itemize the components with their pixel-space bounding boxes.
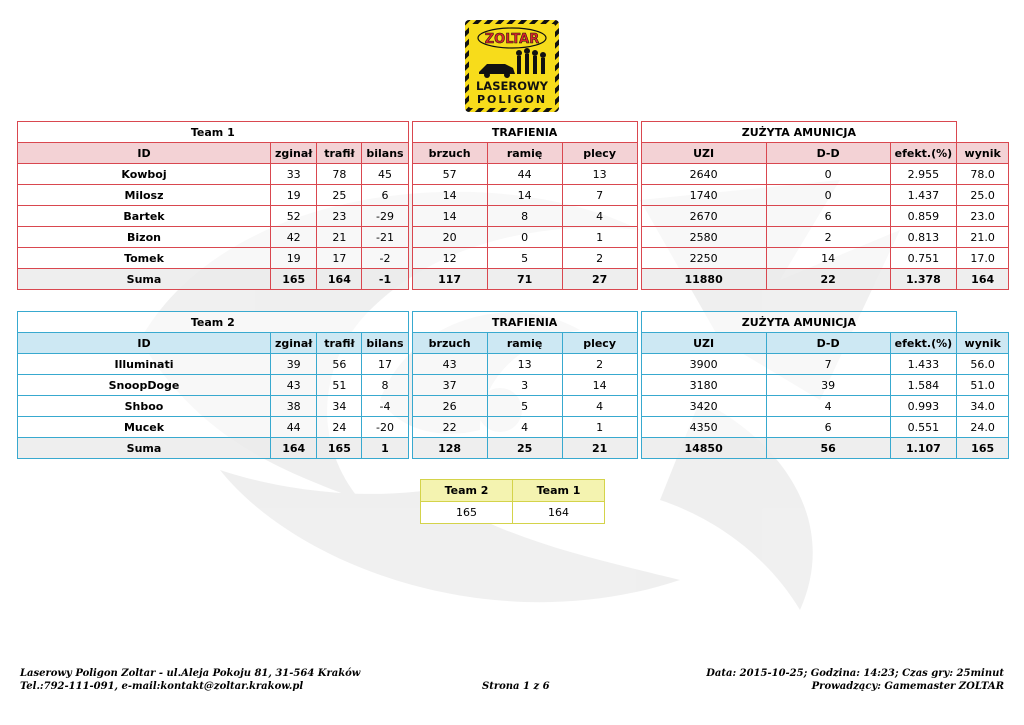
cell: 5 bbox=[487, 248, 562, 269]
cell: -29 bbox=[362, 206, 408, 227]
cell: 3420 bbox=[641, 396, 766, 417]
cell: 0.993 bbox=[890, 396, 957, 417]
cell: 0.751 bbox=[890, 248, 957, 269]
col-back: plecy bbox=[562, 333, 637, 354]
cell: 34 bbox=[317, 396, 362, 417]
cell: 1 bbox=[562, 417, 637, 438]
cell: 34.0 bbox=[957, 396, 1009, 417]
cell: 3180 bbox=[641, 375, 766, 396]
table-row bbox=[18, 185, 1009, 206]
cell: 51 bbox=[317, 375, 362, 396]
cell: 17.0 bbox=[957, 248, 1009, 269]
cell: 164 bbox=[317, 269, 362, 290]
cell: -4 bbox=[362, 396, 408, 417]
cell: 0 bbox=[487, 227, 562, 248]
page-number: Strona 1 z 6 bbox=[482, 681, 550, 692]
table-row bbox=[18, 375, 1009, 396]
cell: 25 bbox=[487, 438, 562, 459]
col-uzi: UZI bbox=[641, 143, 766, 164]
cell: 164 bbox=[271, 438, 317, 459]
col-killed: zginał bbox=[271, 143, 317, 164]
result-table bbox=[420, 479, 605, 524]
cell: 4 bbox=[562, 206, 637, 227]
cell: 0 bbox=[766, 164, 890, 185]
col-back: plecy bbox=[562, 143, 637, 164]
cell: -1 bbox=[362, 269, 408, 290]
footer-game-info bbox=[706, 667, 1004, 693]
result-header-team1: Team 1 bbox=[513, 480, 605, 502]
cell: 117 bbox=[412, 269, 487, 290]
team2-title: Team 2 bbox=[18, 312, 409, 333]
cell: 1.433 bbox=[890, 354, 957, 375]
cell: 2 bbox=[766, 227, 890, 248]
cell: 4 bbox=[487, 417, 562, 438]
footer-date: Data: 2015-10-25; Godzina: 14:23; Czas gry: 25minut bbox=[706, 668, 1004, 679]
cell: 14 bbox=[766, 248, 890, 269]
cell: 0.859 bbox=[890, 206, 957, 227]
result-header-team2: Team 2 bbox=[421, 480, 513, 502]
team1-ammo-title: ZUŻYTA AMUNICJA bbox=[641, 122, 957, 143]
cell: 56 bbox=[766, 438, 890, 459]
cell: 0 bbox=[766, 185, 890, 206]
team2-table bbox=[17, 311, 1009, 459]
footer-address: Laserowy Poligon Zoltar - ul.Aleja Pokoju 81, 31-564 Kraków bbox=[20, 668, 361, 679]
cell: 0.551 bbox=[890, 417, 957, 438]
footer-contact bbox=[20, 667, 360, 693]
footer-host: Prowadzący: Gamemaster ZOLTAR bbox=[811, 681, 1004, 692]
cell: 164 bbox=[957, 269, 1009, 290]
cell: 6 bbox=[362, 185, 408, 206]
col-efficiency: efekt.(%) bbox=[890, 333, 957, 354]
col-hits: trafił bbox=[317, 333, 362, 354]
cell: 8 bbox=[487, 206, 562, 227]
logo-title: ZOLTAR bbox=[484, 32, 540, 47]
sum-label: Suma bbox=[18, 269, 271, 290]
zoltar-logo bbox=[465, 20, 559, 112]
player-name: Bartek bbox=[18, 206, 271, 227]
player-name: Shboo bbox=[18, 396, 271, 417]
cell: 4 bbox=[562, 396, 637, 417]
cell: 43 bbox=[412, 354, 487, 375]
cell: 23.0 bbox=[957, 206, 1009, 227]
player-name: Illuminati bbox=[18, 354, 271, 375]
team1-title: Team 1 bbox=[18, 122, 409, 143]
cell: 2.955 bbox=[890, 164, 957, 185]
cell: 14 bbox=[562, 375, 637, 396]
cell: 7 bbox=[766, 354, 890, 375]
col-arm: ramię bbox=[487, 333, 562, 354]
result-header bbox=[421, 480, 605, 502]
cell: 14 bbox=[412, 206, 487, 227]
team2-group-header bbox=[18, 312, 1009, 333]
cell: 2250 bbox=[641, 248, 766, 269]
cell: 1 bbox=[562, 227, 637, 248]
cell: 21.0 bbox=[957, 227, 1009, 248]
cell: 0.813 bbox=[890, 227, 957, 248]
player-name: Kowboj bbox=[18, 164, 271, 185]
cell: 56.0 bbox=[957, 354, 1009, 375]
cell: 44 bbox=[271, 417, 317, 438]
col-belly: brzuch bbox=[412, 143, 487, 164]
col-efficiency: efekt.(%) bbox=[890, 143, 957, 164]
cell: 25 bbox=[317, 185, 362, 206]
cell: 13 bbox=[487, 354, 562, 375]
col-dd: D-D bbox=[766, 143, 890, 164]
team2-ammo-title: ZUŻYTA AMUNICJA bbox=[641, 312, 957, 333]
team1-table bbox=[17, 121, 1009, 290]
table-row bbox=[18, 354, 1009, 375]
result-values bbox=[421, 502, 605, 524]
team1-group-header bbox=[18, 122, 1009, 143]
cell: 5 bbox=[487, 396, 562, 417]
cell: 14850 bbox=[641, 438, 766, 459]
cell: 71 bbox=[487, 269, 562, 290]
cell: 6 bbox=[766, 206, 890, 227]
cell: 14 bbox=[487, 185, 562, 206]
cell: 13 bbox=[562, 164, 637, 185]
cell: 23 bbox=[317, 206, 362, 227]
player-name: Tomek bbox=[18, 248, 271, 269]
cell: 21 bbox=[317, 227, 362, 248]
cell: 1.107 bbox=[890, 438, 957, 459]
player-name: Mucek bbox=[18, 417, 271, 438]
cell: 27 bbox=[562, 269, 637, 290]
team2-hits-title: TRAFIENIA bbox=[412, 312, 637, 333]
cell: 19 bbox=[271, 185, 317, 206]
cell: 128 bbox=[412, 438, 487, 459]
cell: 1 bbox=[362, 438, 408, 459]
footer-phone-email: Tel.:792-111-091, e-mail:kontakt@zoltar.krakow.pl bbox=[20, 681, 304, 692]
table-row bbox=[18, 227, 1009, 248]
cell: 1.584 bbox=[890, 375, 957, 396]
cell: 1.437 bbox=[890, 185, 957, 206]
cell: 24.0 bbox=[957, 417, 1009, 438]
cell: 45 bbox=[362, 164, 408, 185]
cell: 22 bbox=[412, 417, 487, 438]
cell: 2580 bbox=[641, 227, 766, 248]
team1-hits-title: TRAFIENIA bbox=[412, 122, 637, 143]
team2-sum-row bbox=[18, 438, 1009, 459]
col-score: wynik bbox=[957, 333, 1009, 354]
table-row bbox=[18, 206, 1009, 227]
sum-label: Suma bbox=[18, 438, 271, 459]
cell: 165 bbox=[271, 269, 317, 290]
table-row bbox=[18, 396, 1009, 417]
player-name: SnoopDoge bbox=[18, 375, 271, 396]
table-row bbox=[18, 164, 1009, 185]
cell: 37 bbox=[412, 375, 487, 396]
cell: 22 bbox=[766, 269, 890, 290]
cell: 39 bbox=[766, 375, 890, 396]
cell: 33 bbox=[271, 164, 317, 185]
cell: 42 bbox=[271, 227, 317, 248]
team1-sum-row bbox=[18, 269, 1009, 290]
player-name: Milosz bbox=[18, 185, 271, 206]
table-row bbox=[18, 417, 1009, 438]
cell: 20 bbox=[412, 227, 487, 248]
cell: 44 bbox=[487, 164, 562, 185]
cell: 24 bbox=[317, 417, 362, 438]
cell: 56 bbox=[317, 354, 362, 375]
col-dd: D-D bbox=[766, 333, 890, 354]
cell: 1740 bbox=[641, 185, 766, 206]
result-value-team1: 164 bbox=[513, 502, 605, 524]
col-balance: bilans bbox=[362, 143, 408, 164]
cell: 78 bbox=[317, 164, 362, 185]
cell: 52 bbox=[271, 206, 317, 227]
cell: 3900 bbox=[641, 354, 766, 375]
cell: 43 bbox=[271, 375, 317, 396]
logo-subtitle-2: POLIGON bbox=[476, 93, 548, 106]
team1-column-header bbox=[18, 143, 1009, 164]
col-id: ID bbox=[18, 143, 271, 164]
cell: 4 bbox=[766, 396, 890, 417]
cell: 4350 bbox=[641, 417, 766, 438]
cell: 38 bbox=[271, 396, 317, 417]
cell: 11880 bbox=[641, 269, 766, 290]
cell: 14 bbox=[412, 185, 487, 206]
team2-column-header bbox=[18, 333, 1009, 354]
cell: 8 bbox=[362, 375, 408, 396]
cell: -2 bbox=[362, 248, 408, 269]
cell: 2 bbox=[562, 248, 637, 269]
col-uzi: UZI bbox=[641, 333, 766, 354]
cell: 7 bbox=[562, 185, 637, 206]
cell: 39 bbox=[271, 354, 317, 375]
cell: 51.0 bbox=[957, 375, 1009, 396]
logo-subtitle-1: LASEROWY bbox=[475, 79, 549, 93]
cell: 165 bbox=[957, 438, 1009, 459]
cell: 6 bbox=[766, 417, 890, 438]
col-killed: zginał bbox=[271, 333, 317, 354]
cell: 19 bbox=[271, 248, 317, 269]
cell: 17 bbox=[362, 354, 408, 375]
cell: 26 bbox=[412, 396, 487, 417]
col-arm: ramię bbox=[487, 143, 562, 164]
cell: 2640 bbox=[641, 164, 766, 185]
result-value-team2: 165 bbox=[421, 502, 513, 524]
cell: -20 bbox=[362, 417, 408, 438]
cell: 165 bbox=[317, 438, 362, 459]
cell: 1.378 bbox=[890, 269, 957, 290]
cell: 2670 bbox=[641, 206, 766, 227]
cell: 3 bbox=[487, 375, 562, 396]
cell: 25.0 bbox=[957, 185, 1009, 206]
cell: 2 bbox=[562, 354, 637, 375]
col-score: wynik bbox=[957, 143, 1009, 164]
player-name: Bizon bbox=[18, 227, 271, 248]
cell: 17 bbox=[317, 248, 362, 269]
col-id: ID bbox=[18, 333, 271, 354]
cell: 78.0 bbox=[957, 164, 1009, 185]
cell: 12 bbox=[412, 248, 487, 269]
cell: 57 bbox=[412, 164, 487, 185]
cell: -21 bbox=[362, 227, 408, 248]
col-hits: trafił bbox=[317, 143, 362, 164]
col-belly: brzuch bbox=[412, 333, 487, 354]
table-row bbox=[18, 248, 1009, 269]
cell: 21 bbox=[562, 438, 637, 459]
col-balance: bilans bbox=[362, 333, 408, 354]
